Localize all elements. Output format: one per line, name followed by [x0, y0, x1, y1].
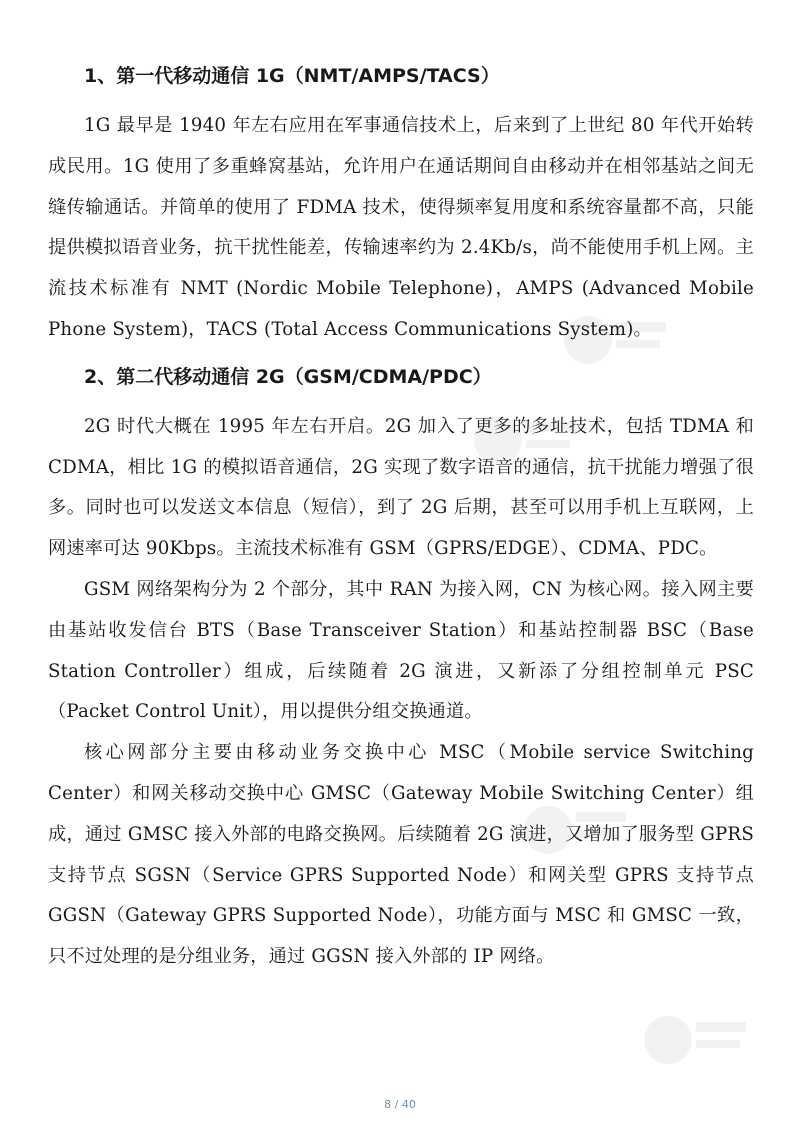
watermark-logo-icon — [640, 1000, 750, 1080]
document-body — [48, 60, 754, 978]
page-number: 8 / 40 — [384, 1098, 416, 1111]
section-2-paragraph-intro: 2G 时代大概在 1995 年左右开启。2G 加入了更多的多址技术，包括 TDMA 和 CDMA，相比 1G 的模拟语音通信，2G 实现了数字语音的通信，抗干扰能力增强了很多。同时也可以发送文本信息（短信），到了 2G 后期，甚至可以用手机上互联网，上网速率可达 90Kbps。主流技术标准有 GSM（GPRS/EDGE）、CDMA、PDC。 — [48, 415, 754, 560]
section-2-paragraph-core-network: 核心网部分主要由移动业务交换中心 MSC（Mobile service Switching Center）和网关移动交换中心 GMSC（Gateway Mobile Switching Center）组成，通过 GMSC 接入外部的电路交换网。后续随着 2G 演进，又增加了服务型 GPRS 支持节点 SGSN（Service GPRS Supported Node）和网关型 GPRS 支持节点 GGSN（Gateway GPRS Supported Node），功能方面与 MSC 和 GMSC 一致，只不过处理的是分组业务，通过 GGSN 接入外部的 IP 网络。 — [48, 742, 754, 968]
section-1-paragraph: 1G 最早是 1940 年左右应用在军事通信技术上，后来到了上世纪 80 年代开始转成民用。1G 使用了多重蜂窝基站，允许用户在通话期间自由移动并在相邻基站之间无缝传输通话。并简单的使用了 FDMA 技术，使得频率复用度和系统容量都不高，只能提供模拟语音业务，抗干扰性能差，传输速率约为 2.4Kb/s，尚不能使用手机上网。主流技术标准有 NMT (Nordic Mobile Telephone)，AMPS (Advanced Mobile Phone System)，TACS (Total Access Communications System)。 — [48, 115, 754, 340]
section-1-heading: 1、第一代移动通信 1G（NMT/AMPS/TACS） — [84, 65, 500, 87]
section-2-paragraph-gsm-architecture: GSM 网络架构分为 2 个部分，其中 RAN 为接入网，CN 为核心网。接入网主要由基站收发信台 BTS（Base Transceiver Station）和基站控制器 BSC（Base Station Controller）组成，后续随着 2G 演进，又新添了分组控制单元 PSC（Packet Control Unit），用以提供分组交换通道。 — [48, 578, 754, 723]
section-2-heading: 2、第二代移动通信 2G（GSM/CDMA/PDC） — [84, 365, 492, 388]
